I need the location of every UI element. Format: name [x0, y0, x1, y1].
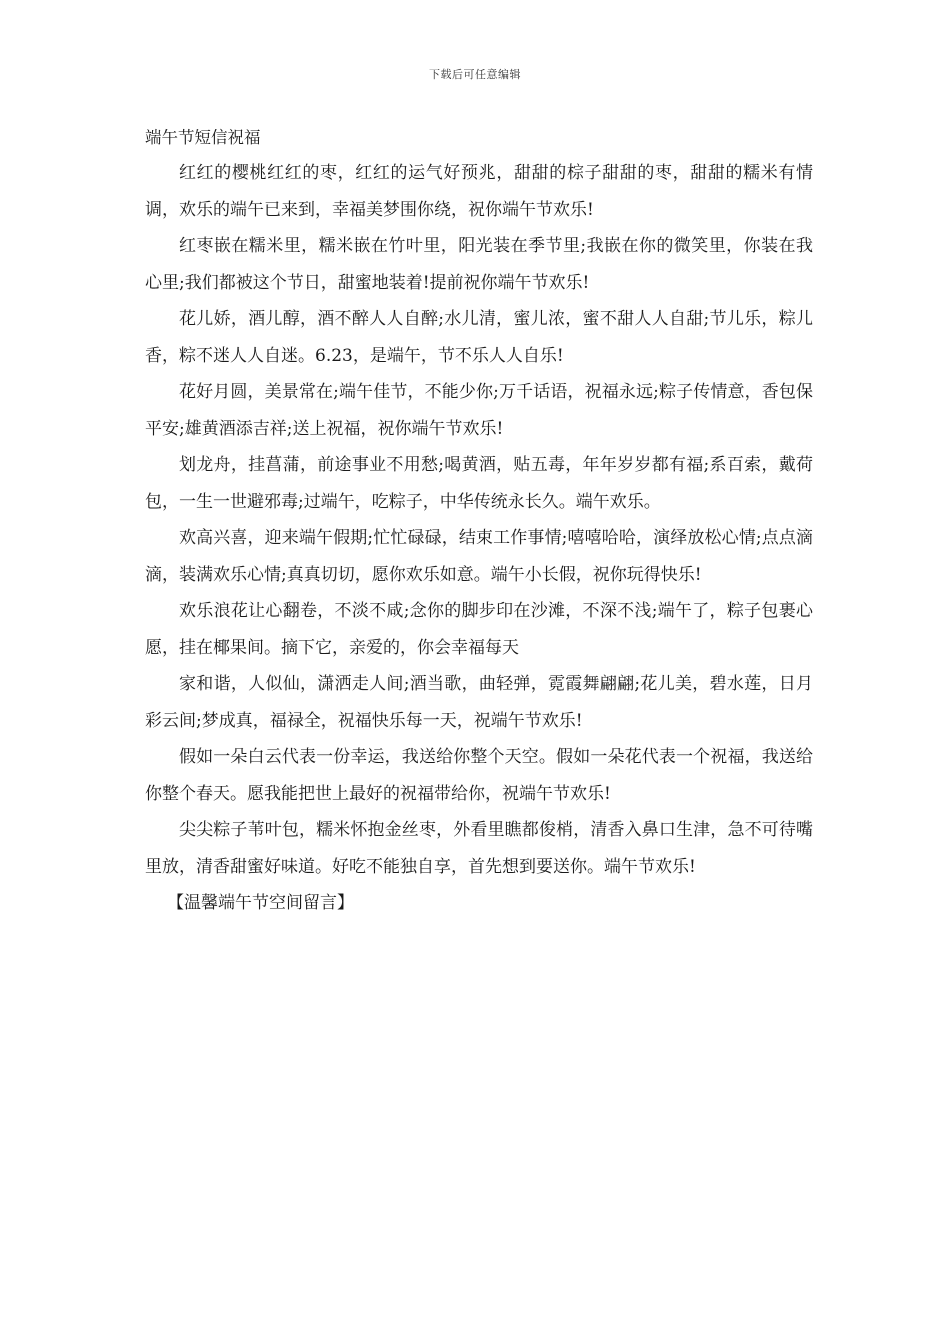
paragraph: 红红的樱桃红红的枣，红红的运气好预兆，甜甜的棕子甜甜的枣，甜甜的糯米有情调，欢乐的端午已来到，幸福美梦围你绕，祝你端午节欢乐!	[145, 163, 813, 220]
document-body	[145, 124, 813, 922]
paragraph: 假如一朵白云代表一份幸运，我送给你整个天空。假如一朵花代表一个祝福，我送给你整个春天。愿我能把世上最好的祝福带给你，祝端午节欢乐!	[145, 747, 813, 804]
paragraph: 花儿娇，酒儿醇，酒不醉人人自醉;水儿清，蜜儿浓，蜜不甜人人自甜;节儿乐，粽儿香，粽不迷人人自迷。6.23，是端午，节不乐人人自乐!	[145, 309, 813, 366]
paragraph: 家和谐，人似仙，潇洒走人间;酒当歌，曲轻弹，霓霞舞翩翩;花儿美，碧水莲，日月彩云间;梦成真，福禄全，祝福快乐每一天，祝端午节欢乐!	[145, 674, 813, 731]
paragraph: 欢高兴喜，迎来端午假期;忙忙碌碌，结束工作事情;嘻嘻哈哈，演绎放松心情;点点滴滴，装满欢乐心情;真真切切，愿你欢乐如意。端午小长假，祝你玩得快乐!	[145, 528, 813, 585]
paragraph: 尖尖粽子苇叶包，糯米怀抱金丝枣，外看里瞧都俊梢，清香入鼻口生津，急不可待嘴里放，清香甜蜜好味道。好吃不能独自享，首先想到要送你。端午节欢乐!	[145, 820, 813, 877]
page-header: 下载后可任意编辑	[429, 68, 521, 81]
paragraph: 欢乐浪花让心翻卷，不淡不咸;念你的脚步印在沙滩，不深不浅;端午了，粽子包裹心愿，挂在椰果间。摘下它，亲爱的，你会幸福每天	[145, 601, 813, 658]
paragraph: 红枣嵌在糯米里，糯米嵌在竹叶里，阳光装在季节里;我嵌在你的微笑里，你装在我心里;我们都被这个节日，甜蜜地装着!提前祝你端午节欢乐!	[145, 236, 813, 293]
paragraph: 花好月圆，美景常在;端午佳节，不能少你;万千话语，祝福永远;粽子传情意，香包保平安;雄黄酒添吉祥;送上祝福，祝你端午节欢乐!	[145, 382, 813, 439]
paragraph: 划龙舟，挂菖蒲，前途事业不用愁;喝黄酒，贴五毒，年年岁岁都有福;系百索，戴荷包，一生一世避邪毒;过端午，吃粽子，中华传统永长久。端午欢乐。	[145, 455, 813, 512]
section-heading: 【温馨端午节空间留言】	[167, 893, 354, 913]
document-title: 端午节短信祝福	[145, 128, 261, 147]
